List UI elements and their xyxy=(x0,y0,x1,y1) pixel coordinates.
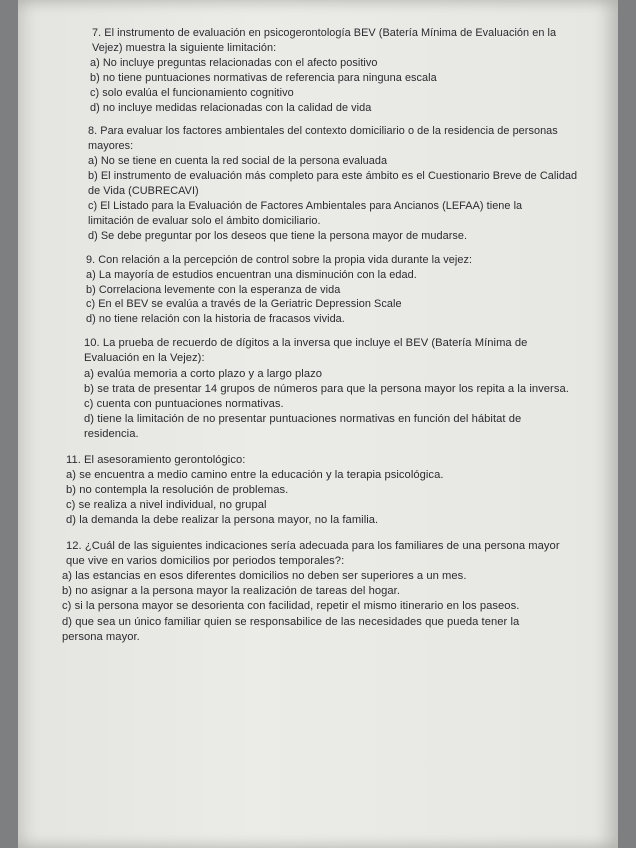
question-10-option-b: b) se trata de presentar 14 grupos de números para que la persona mayor los repita a la inversa. xyxy=(84,382,569,395)
question-12-text: 12. ¿Cuál de las siguientes indicaciones sería adecuada para los familiares de una persona mayor que vive en varios domicilios por periodos temporales?: xyxy=(66,539,560,567)
question-10-text: 10. La prueba de recuerdo de dígitos a la inversa que incluye el BEV (Batería Mínima de Evaluación en la Vejez): xyxy=(84,337,528,365)
question-10 xyxy=(46,336,580,442)
question-7 xyxy=(46,26,580,115)
question-7-option-b: b) no tiene puntuaciones normativas de referencia para ninguna escala xyxy=(90,71,437,84)
question-12-option-c: c) si la persona mayor se desorienta con facilidad, repetir el mismo itinerario en los paseos. xyxy=(62,600,520,613)
question-8-text: 8. Para evaluar los factores ambientales del contexto domiciliario o de la residencia de personas mayores: xyxy=(88,125,558,153)
question-7-text: 7. El instrumento de evaluación en psicogerontología BEV (Batería Mínima de Evaluación en la Vejez) muestra la siguiente limitación: xyxy=(92,27,557,54)
questions-list xyxy=(46,26,580,652)
question-9 xyxy=(46,253,580,328)
question-9-option-b: b) Correlaciona levemente con la esperanza de vida xyxy=(86,283,341,296)
question-10-option-c: c) cuenta con puntuaciones normativas. xyxy=(84,398,284,411)
question-11-option-a: a) se encuentra a medio camino entre la educación y la terapia psicológica. xyxy=(66,468,444,481)
question-10-option-a: a) evalúa memoria a corto plazo y a largo plazo xyxy=(84,367,323,380)
question-7-option-a: a) No incluye preguntas relacionadas con el afecto positivo xyxy=(90,56,378,69)
question-7-option-c: c) solo evalúa el funcionamiento cognitivo xyxy=(90,86,294,99)
question-9-text: 9. Con relación a la percepción de control sobre la propia vida durante la vejez: xyxy=(86,253,473,266)
question-11 xyxy=(46,453,580,529)
question-8 xyxy=(46,124,580,243)
question-11-option-c: c) se realiza a nivel individual, no grupal xyxy=(66,499,267,512)
question-9-option-d: d) no tiene relación con la historia de fracasos vivida. xyxy=(86,313,345,326)
question-8-option-a: a) No se tiene en cuenta la red social de la persona evaluada xyxy=(88,155,388,168)
question-9-option-c: c) En el BEV se evalúa a través de la Geriatric Depression Scale xyxy=(86,298,402,311)
question-11-option-d: d) la demanda la debe realizar la persona mayor, no la familia. xyxy=(66,514,379,527)
question-7-option-d: d) no incluye medidas relacionadas con la calidad de vida xyxy=(90,101,372,114)
question-11-text: 11. El asesoramiento gerontológico: xyxy=(66,453,246,466)
question-11-option-b: b) no contempla la resolución de problemas. xyxy=(66,484,289,497)
question-12-option-a: a) las estancias en esos diferentes domicilios no deben ser superiores a un mes. xyxy=(62,570,467,583)
exam-page xyxy=(18,0,618,848)
question-12-option-b: b) no asignar a la persona mayor la realización de tareas del hogar. xyxy=(62,585,400,598)
question-8-option-c: c) El Listado para la Evaluación de Factores Ambientales para Ancianos (LEFAA) tiene la limitación de evaluar solo el ámbito domiciliario. xyxy=(88,199,523,227)
question-10-option-d: d) tiene la limitación de no presentar puntuaciones normativas en función del hábitat de residencia. xyxy=(84,413,522,441)
question-12-option-d: d) que sea un único familiar quien se responsabilice de las necesidades que pueda tener la persona mayor. xyxy=(62,615,520,643)
question-12 xyxy=(46,539,580,645)
question-9-option-a: a) La mayoría de estudios encuentran una disminución con la edad. xyxy=(86,268,417,281)
question-8-option-d: d) Se debe preguntar por los deseos que tiene la persona mayor de mudarse. xyxy=(88,229,468,242)
question-8-option-b: b) El instrumento de evaluación más completo para este ámbito es el Cuestionario Breve de Calidad de Vida (CUBRECAVI) xyxy=(88,170,578,198)
